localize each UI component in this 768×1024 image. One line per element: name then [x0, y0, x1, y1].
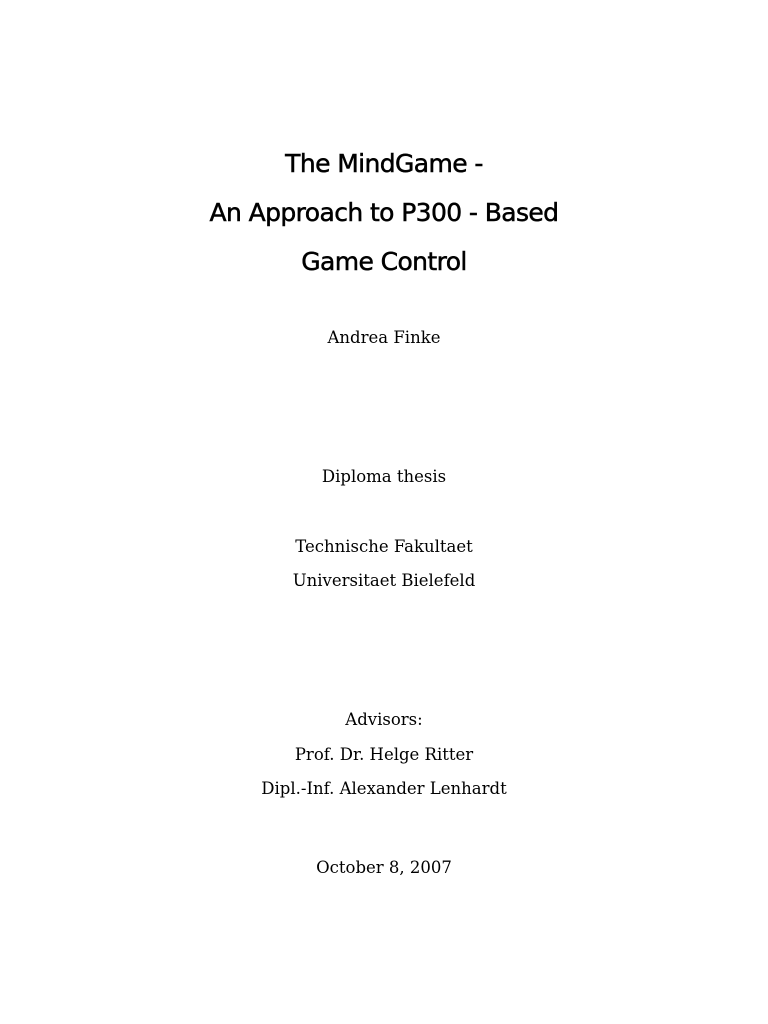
advisor-1: Prof. Dr. Helge Ritter — [294, 745, 474, 764]
faculty-name: Technische Fakultaet — [295, 537, 473, 556]
thesis-type: Diploma thesis — [321, 467, 447, 486]
submission-date: October 8, 2007 — [316, 858, 452, 877]
author-name: Andrea Finke — [327, 328, 441, 347]
advisors-heading: Advisors: — [345, 710, 423, 729]
university-name: Universitaet Bielefeld — [292, 571, 476, 590]
thesis-title-line-2: An Approach to P300 - Based — [209, 198, 559, 227]
thesis-title-line-3: Game Control — [301, 247, 467, 276]
advisor-2: Dipl.-Inf. Alexander Lenhardt — [261, 779, 507, 798]
thesis-title-line-1: The MindGame - — [285, 149, 483, 178]
